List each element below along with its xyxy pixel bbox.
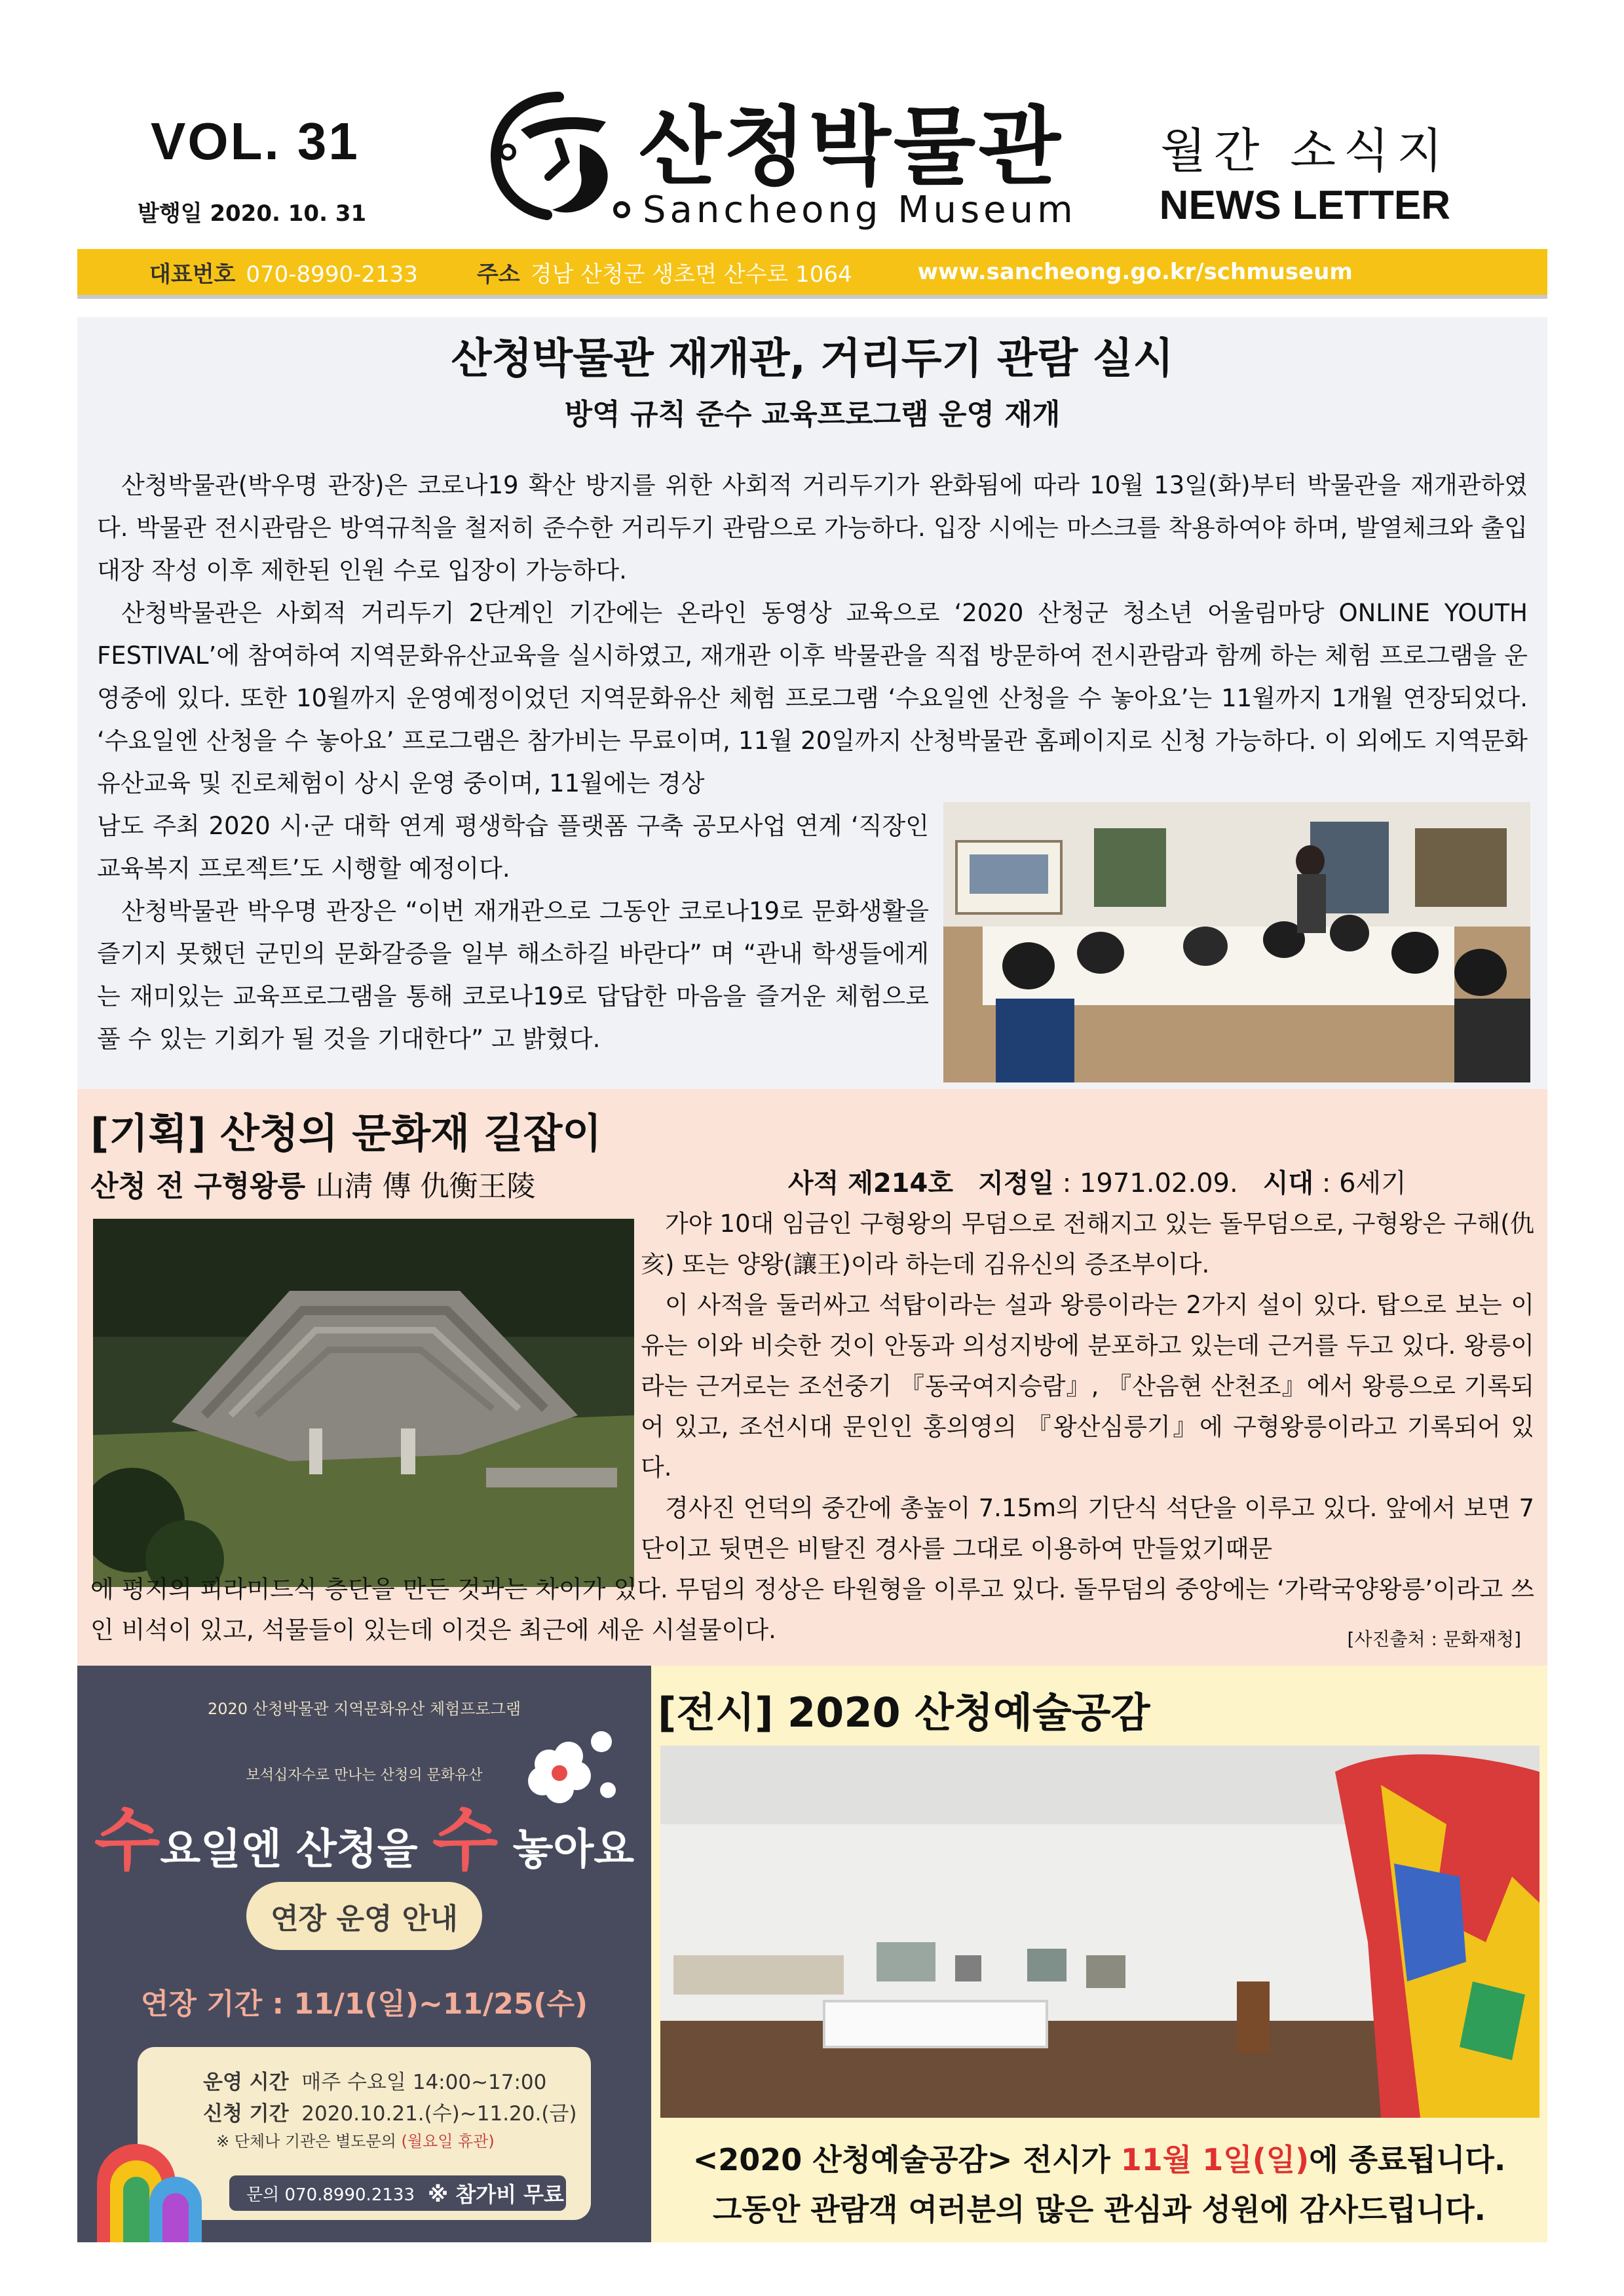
heritage-body xyxy=(641,1204,1534,1569)
article-paragraph: 산청박물관 박우명 관장은 “이번 재개관으로 그동안 코로나19로 문화생활을 즐기지 못했던 군민의 문화갈증을 일부 해소하길 바란다” 며 “관내 학생들에게는 재미있는 교육프로그램을 통해 코로나19로 답답한 마음을 즐거운 체험으로 풀 수 있는 기회가 될 것을 기대한다” 고 밝혔다. xyxy=(97,897,929,1053)
date-label: 지정일 xyxy=(978,1168,1055,1198)
article-body xyxy=(97,464,1528,805)
address: 경남 산청군 생초면 산수로 1064 xyxy=(530,261,852,288)
poster-title-su: 수 xyxy=(432,1800,499,1880)
exhibition-caption xyxy=(651,2136,1547,2179)
poster-title-su: 수 xyxy=(94,1800,161,1880)
heritage-paragraph: 이 사적을 둘러싸고 석탑이라는 설과 왕릉이라는 2가지 설이 있다. 탑으로 보는 이유는 이와 비슷한 것이 안동과 의성지방에 분포하고 있는데 근거를 두고 있다. 왕릉이라는 근거로는 조선중기 『동국여지승람』, 『산음현 산천조』에서 왕릉으로 기록되어 있고, 조선시대 문인인 홍의영의 『왕산심릉기』에 구형왕릉이라고 기록되어 있다. xyxy=(641,1291,1534,1482)
photo-credit: [사진출처 : 문화재청] xyxy=(1347,1628,1521,1650)
heritage-body-full-width: 에 평지의 피라미드식 층단을 만든 것과는 차이가 있다. 무덤의 정상은 타원형을 이루고 있다. 돌무덤의 중앙에는 ‘가락국양왕릉’이라고 쓰인 비석이 있고, 석물들이 있는데 이것은 최근에 세운 시설물이다. xyxy=(90,1575,1534,1644)
article-exhibition xyxy=(651,1666,1547,2242)
application-period-label: 신청 기간 xyxy=(203,2102,289,2126)
operating-time-label: 운영 시간 xyxy=(203,2071,289,2094)
museum-logo xyxy=(482,79,1077,236)
exhibition-end-date: 11월 1일(일) xyxy=(1120,2142,1310,2177)
application-period-value: 2020.10.21.(수)~11.20.(금) xyxy=(301,2102,577,2126)
heritage-site-meta xyxy=(788,1162,1407,1200)
era-label: 시대 xyxy=(1262,1168,1314,1198)
thank-you-caption: 그동안 관람객 여러분의 많은 관심과 성원에 감사드립니다. xyxy=(712,2192,1486,2227)
group-note-text: ※ 단체나 기관은 별도문의 xyxy=(216,2132,396,2151)
section-title: [기획] 산청의 문화재 길잡이 xyxy=(90,1109,602,1157)
site-name-korean: 산청 전 구형왕릉 xyxy=(90,1170,306,1203)
operating-time xyxy=(203,2065,546,2095)
rainbow-hills-icon xyxy=(84,2111,215,2242)
monthly-newsletter-label: 월간 소식지 xyxy=(1160,123,1450,178)
poster-program-label: 2020 산청박물관 지역문화유산 체험프로그램 xyxy=(207,1700,521,1718)
article-reopening xyxy=(77,317,1547,1089)
museum-name-english: Sancheong Museum xyxy=(643,189,1077,231)
article-subheadline: 방역 규칙 준수 교육프로그램 운영 재개 xyxy=(564,398,1061,431)
designation-label: 사적 제214호 xyxy=(788,1168,953,1198)
poster-title-end: 놓아요 xyxy=(498,1826,635,1874)
site-name-hanja: 山淸 傳 仇衡王陵 xyxy=(315,1170,536,1203)
royal-tomb-photo xyxy=(93,1219,634,1587)
exhibition-caption-end: 에 종료됩니다. xyxy=(1309,2142,1506,2177)
stone-tomb-illustration xyxy=(93,1219,634,1587)
contact-number: 문의 070.8990.2133 xyxy=(246,2185,415,2205)
free-fee-label: ※ 참가비 무료 xyxy=(428,2182,564,2207)
classroom-photo xyxy=(943,802,1530,1082)
contact-bar xyxy=(229,2175,566,2211)
closed-day-note: (월요일 휴관) xyxy=(401,2132,495,2151)
article-paragraph: 남도 주최 2020 시·군 대학 연계 평생학습 플랫폼 구축 공모사업 연계 ‘직장인 교육복지 프로젝트’도 시행할 예정이다. xyxy=(97,812,929,883)
poster-title-middle: 요일엔 산청을 xyxy=(160,1826,432,1874)
article-paragraph: 산청박물관(박우명 관장)은 코로나19 확산 방지를 위한 사회적 거리두기가 완화됨에 따라 10월 13일(화)부터 박물관을 재개관하였다. 박물관 전시관람은 방역규칙을 철저히 준수한 거리두기 관람으로 가능하다. 입장 시에는 마스크를 착용하여야 하며, 발열체크와 출입대장 작성 이후 제한된 인원 수로 입장이 가능하다. xyxy=(97,471,1528,584)
heritage-paragraph: 가야 10대 임금인 구형왕의 무덤으로 전해지고 있는 돌무덤으로, 구형왕은 구해(仇亥) 또는 양왕(讓王)이라 하는데 김유신의 증조부이다. xyxy=(641,1210,1534,1278)
phone-label: 대표번호 xyxy=(149,261,236,288)
classroom-illustration xyxy=(943,802,1530,1082)
volume-number: VOL. 31 xyxy=(151,112,360,170)
article-headline: 산청박물관 재개관, 거리두기 관람 실시 xyxy=(451,335,1174,383)
operating-time-value: 매주 수요일 14:00~17:00 xyxy=(301,2071,547,2094)
newsletter-label: NEWS LETTER xyxy=(1159,183,1450,228)
issue-date: 발행일 2020. 10. 31 xyxy=(138,201,367,227)
heritage-paragraph: 경사진 언덕의 중간에 총높이 7.15m의 기단식 석단을 이루고 있다. 앞에서 보면 7단이고 뒷면은 비탈진 경사를 그대로 이용하여 만들었기때문 xyxy=(641,1494,1534,1563)
exhibition-caption-start: <2020 산청예술공감> 전시가 xyxy=(692,2142,1121,2177)
exhibition-hall-photo xyxy=(660,1746,1539,2118)
heritage-site-name xyxy=(90,1162,535,1204)
section-title: [전시] 2020 산청예술공감 xyxy=(658,1689,1150,1736)
gallery-illustration xyxy=(660,1746,1539,2118)
phone-number: 070-8990-2133 xyxy=(246,261,418,288)
museum-name-korean: 산청박물관 xyxy=(639,97,1063,197)
designation-date: : 1971.02.09. xyxy=(1062,1168,1238,1198)
poster-tagline: 보석십자수로 만나는 산청의 문화유산 xyxy=(246,1767,483,1784)
museum-emblem-icon xyxy=(482,79,639,229)
address-label: 주소 xyxy=(476,261,520,288)
extension-period: 연장 기간 : 11/1(일)~11/25(수) xyxy=(140,1987,588,2021)
contact-info-bar xyxy=(77,249,1547,299)
extension-notice-pill: 연장 운영 안내 xyxy=(246,1882,482,1950)
application-period xyxy=(203,2097,577,2126)
program-poster xyxy=(77,1666,651,2242)
article-paragraph: 산청박물관은 사회적 거리두기 2단계인 기간에는 온라인 동영상 교육으로 ‘2020 산청군 청소년 어울림마당 ONLINE YOUTH FESTIVAL’에 참여하여 지역문화유산교육을 실시하였고, 재개관 이후 박물관을 직접 방문하여 전시관람과 함께 하는 체험 프로그램을 운영중에 있다. 또한 10월까지 운영예정이었던 지역문화유산 체험 프로그램 ‘수요일엔 산청을 수 놓아요’는 11월까지 1개월 연장되었다. ‘수요일엔 산청을 수 놓아요’ 프로그램은 참가비는 무료이며, 11월 20일까지 산청박물관 홈페이지로 신청 가능하다. 이 외에도 지역문화유산교육 및 진로체험이 상시 운영 중이며, 11월에는 경상 xyxy=(97,599,1528,797)
article-heritage xyxy=(77,1089,1547,1666)
group-note xyxy=(216,2128,495,2151)
poster-title xyxy=(77,1785,651,1883)
era-value: : 6세기 xyxy=(1321,1168,1407,1198)
article-body-narrow xyxy=(97,805,929,1060)
website-link[interactable]: www.sancheong.go.kr/schmuseum xyxy=(917,259,1353,285)
